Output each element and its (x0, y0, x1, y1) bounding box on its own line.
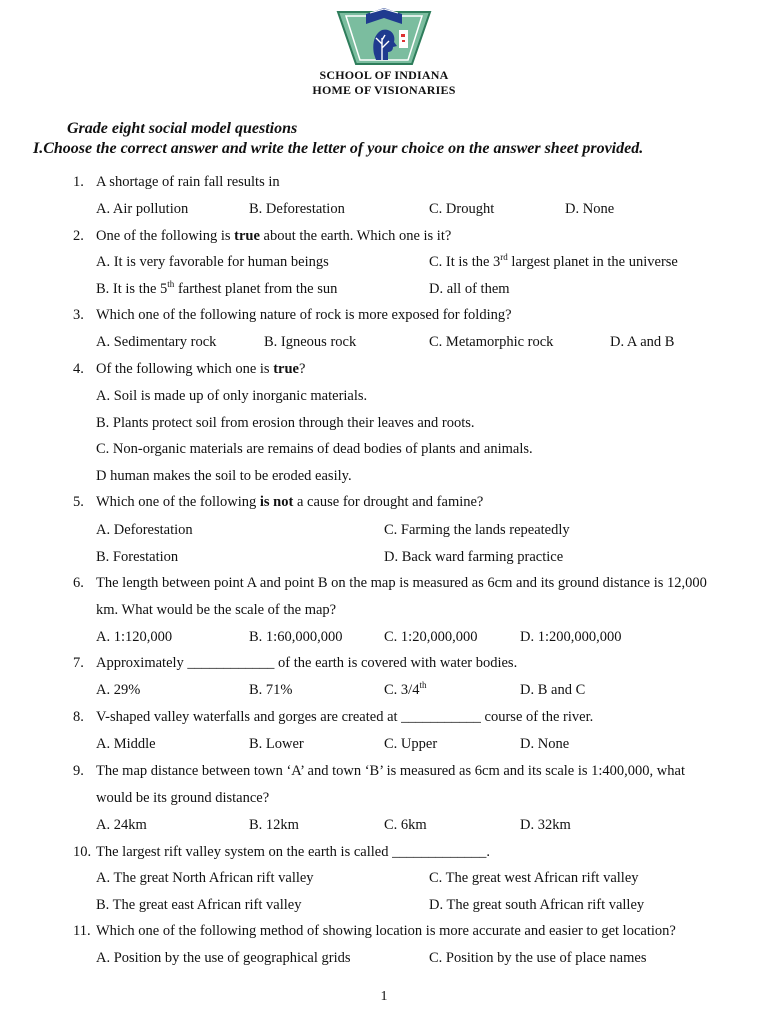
question-number: 3. (73, 307, 84, 323)
school-logo (336, 4, 432, 66)
question-text: Which one of the following method of showing location is more accurate and easier to get location? (96, 923, 676, 939)
option: C. Metamorphic rock (429, 334, 554, 350)
question-number: 8. (73, 709, 84, 725)
option: B. Igneous rock (264, 334, 357, 350)
question-text-continued: would be its ground distance? (96, 790, 270, 806)
option: C. Upper (384, 736, 438, 752)
option: D. A and B (610, 334, 675, 350)
option: D. all of them (429, 281, 510, 297)
question-number: 7. (73, 655, 84, 671)
option: A. The great North African rift valley (96, 870, 314, 886)
option: D human makes the soil to be eroded easily. (96, 468, 352, 484)
option: C. The great west African rift valley (429, 870, 639, 886)
option: D. 32km (520, 817, 571, 833)
option: C. Farming the lands repeatedly (384, 522, 570, 538)
question-text: The largest rift valley system on the earth is called _____________. (96, 844, 490, 860)
option: A. 24km (96, 817, 147, 833)
question-text-continued: km. What would be the scale of the map? (96, 602, 337, 618)
option: B. 1:60,000,000 (249, 629, 343, 645)
option: A. Air pollution (96, 201, 189, 217)
question-text: Approximately ____________ of the earth is covered with water bodies. (96, 655, 518, 671)
option: A. Sedimentary rock (96, 334, 217, 350)
exam-instruction: I.Choose the correct answer and write the letter of your choice on the answer sheet provided. (33, 140, 644, 157)
question-text: Of the following which one is true? (96, 361, 306, 377)
question-number: 4. (73, 361, 84, 377)
option: A. It is very favorable for human beings (96, 254, 329, 270)
question-text: The length between point A and point B on the map is measured as 6cm and its ground distance is 12,000 (96, 575, 707, 591)
option: D. None (565, 201, 615, 217)
question-number: 10. (73, 844, 92, 860)
option: A. 1:120,000 (96, 629, 173, 645)
option: C. 6km (384, 817, 427, 833)
option: C. Non-organic materials are remains of dead bodies of plants and animals. (96, 441, 533, 457)
question-number: 11. (73, 923, 91, 939)
option: C. Position by the use of place names (429, 950, 647, 966)
option: D. B and C (520, 682, 586, 698)
option: A. Deforestation (96, 522, 193, 538)
option: D. The great south African rift valley (429, 897, 645, 913)
question-number: 5. (73, 494, 84, 510)
page-number: 1 (380, 989, 388, 1004)
question-number: 6. (73, 575, 84, 591)
option: D. Back ward farming practice (384, 549, 564, 565)
school-motto: HOME OF VISIONARIES (312, 83, 456, 97)
option: A. Position by the use of geographical grids (96, 950, 351, 966)
option: C. 3/4th (384, 680, 427, 698)
question-number: 2. (73, 228, 84, 244)
option: D. 1:200,000,000 (520, 629, 622, 645)
option: B. It is the 5th farthest planet from the sun (96, 279, 338, 297)
option: B. Lower (249, 736, 304, 752)
option: C. It is the 3rd largest planet in the universe (429, 252, 678, 270)
option: B. 12km (249, 817, 299, 833)
question-number: 9. (73, 763, 84, 779)
option: A. Soil is made up of only inorganic materials. (96, 388, 368, 404)
option: C. Drought (429, 201, 495, 217)
option: B. Forestation (96, 549, 179, 565)
option: A. 29% (96, 682, 141, 698)
option: B. 71% (249, 682, 293, 698)
question-text: Which one of the following is not a cause for drought and famine? (96, 494, 484, 510)
question-text: V-shaped valley waterfalls and gorges are created at ___________ course of the river. (96, 709, 594, 725)
option: A. Middle (96, 736, 156, 752)
question-text: One of the following is true about the earth. Which one is it? (96, 228, 452, 244)
question-text: Which one of the following nature of rock is more exposed for folding? (96, 307, 512, 323)
question-text: The map distance between town ‘A’ and town ‘B’ is measured as 6cm and its scale is 1:400,000, what (96, 763, 685, 779)
option: B. Plants protect soil from erosion through their leaves and roots. (96, 415, 475, 431)
option: B. The great east African rift valley (96, 897, 302, 913)
school-name: SCHOOL OF INDIANA (319, 68, 449, 82)
question-text: A shortage of rain fall results in (96, 174, 280, 190)
question-number: 1. (73, 174, 84, 190)
exam-title: Grade eight social model questions (67, 120, 298, 137)
option: C. 1:20,000,000 (384, 629, 478, 645)
option: D. None (520, 736, 570, 752)
option: B. Deforestation (249, 201, 345, 217)
